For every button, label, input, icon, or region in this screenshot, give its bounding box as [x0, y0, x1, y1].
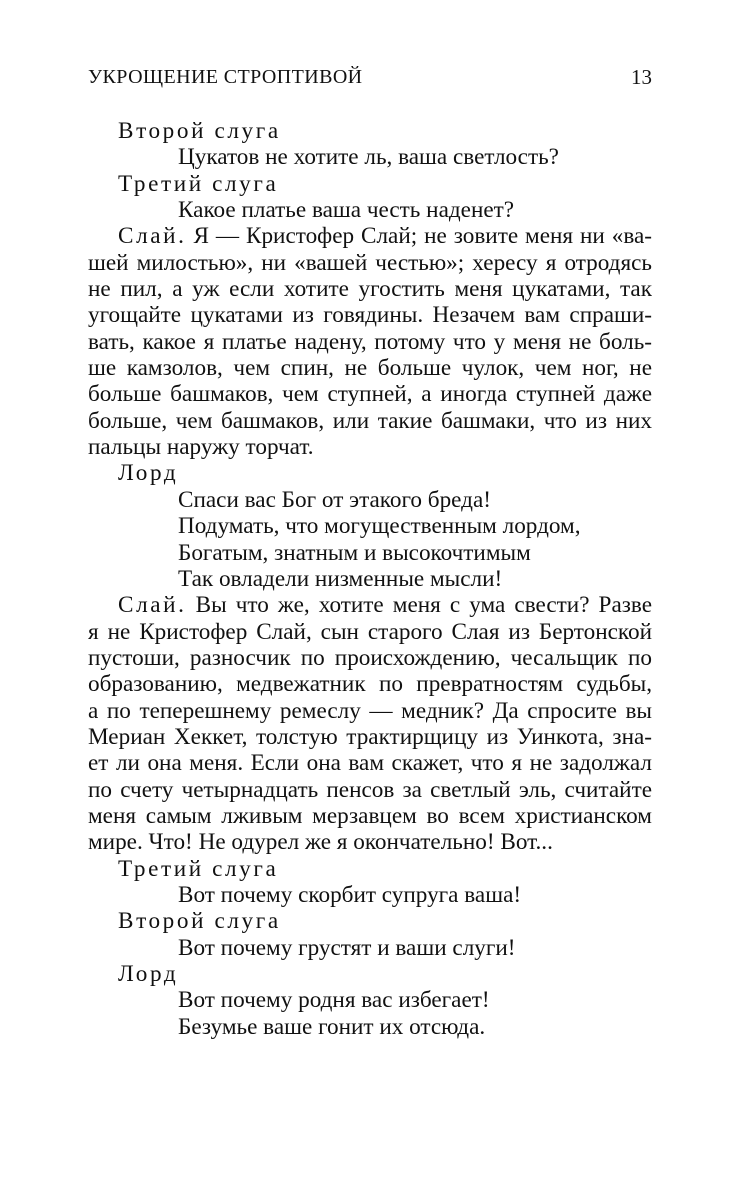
verse-line: Вот почему скорбит супруга ваша!	[178, 881, 522, 908]
verse-line: Вот почему родня вас избегает!	[178, 987, 490, 1014]
book-page	[88, 0, 652, 1181]
prose-line: шей милостью», ни «вашей честью»; хересу я отродясь	[88, 249, 652, 276]
prose-line: по счету четырнадцать пенсов за светлый эль, считайте	[88, 776, 652, 803]
prose-line: Мериан Хеккет, толстую трактирщицу из Уинкота, зна-	[88, 723, 652, 750]
prose-line: меня самым лживым мерзавцем во всем христианском	[88, 802, 652, 829]
prose-line: образованию, медвежатник по превратностям судьбы,	[88, 671, 652, 698]
prose-line: больше, чем башмаков, или такие башмаки, что из них	[88, 407, 652, 434]
running-title: УКРОЩЕНИЕ СТРОПТИВОЙ	[88, 66, 363, 88]
verse-line: Какое платье ваша честь наденет?	[178, 197, 515, 224]
prose-line: не пил, а уж если хотите угостить меня цукатами, так	[88, 276, 652, 303]
play-text	[88, 118, 652, 1040]
prose-line: больше башмаков, чем ступней, а иногда ступней даже	[88, 381, 652, 408]
verse-line: Цукатов не хотите ль, ваша светлость?	[178, 144, 559, 171]
speech-text: Вы что же, хотите меня с ума свести? Разве	[195, 592, 652, 619]
prose-line	[88, 223, 652, 249]
speaker-name: Лорд	[118, 460, 179, 487]
prose-line: угощайте цукатами из говядины. Незачем вам спраши-	[88, 302, 652, 329]
speaker-name: Третий слуга	[118, 170, 279, 197]
verse-line: Вот почему грустят и ваши слуги!	[178, 934, 516, 961]
running-header	[88, 64, 652, 90]
prose-line: вать, какое я платье надену, потому что у меня не боль-	[88, 328, 652, 355]
speaker-name: Третий слуга	[118, 855, 279, 882]
prose-line: ет ли она меня. Если она вам скажет, что я не задолжал	[88, 750, 652, 777]
prose-line: мире. Что! Не одурел же я окончательно! Вот...	[88, 829, 553, 856]
page-number: 13	[631, 65, 652, 89]
prose-line: пальцы наружу торчат.	[88, 434, 314, 461]
prose-line: а по теперешнему ремеслу — медник? Да спросите вы	[88, 697, 652, 724]
speech-text: Я — Кристофер Слай; не зовите меня ни «ва-	[193, 223, 652, 250]
speaker-name: Слай.	[118, 223, 187, 250]
speaker-name: Второй слуга	[118, 118, 281, 144]
speaker-name: Второй слуга	[118, 908, 281, 935]
prose-line	[88, 592, 652, 618]
verse-line: Богатым, знатным и высокочтимым	[178, 539, 531, 566]
prose-line: пустоши, разносчик по происхождению, чесальщик по	[88, 644, 652, 671]
verse-line: Подумать, что могущественным лордом,	[178, 513, 581, 540]
prose-line: ше камзолов, чем спин, не больше чулок, чем ног, не	[88, 355, 652, 382]
verse-line: Спаси вас Бог от этакого бреда!	[178, 486, 491, 513]
prose-line: я не Кристофер Слай, сын старого Слая из Бертонской	[88, 618, 652, 645]
speaker-name: Слай.	[118, 592, 187, 619]
verse-line: Безумье ваше гонит их отсюда.	[178, 1013, 486, 1040]
speaker-name: Лорд	[118, 961, 179, 987]
verse-line: Так овладели низменные мысли!	[178, 565, 503, 592]
